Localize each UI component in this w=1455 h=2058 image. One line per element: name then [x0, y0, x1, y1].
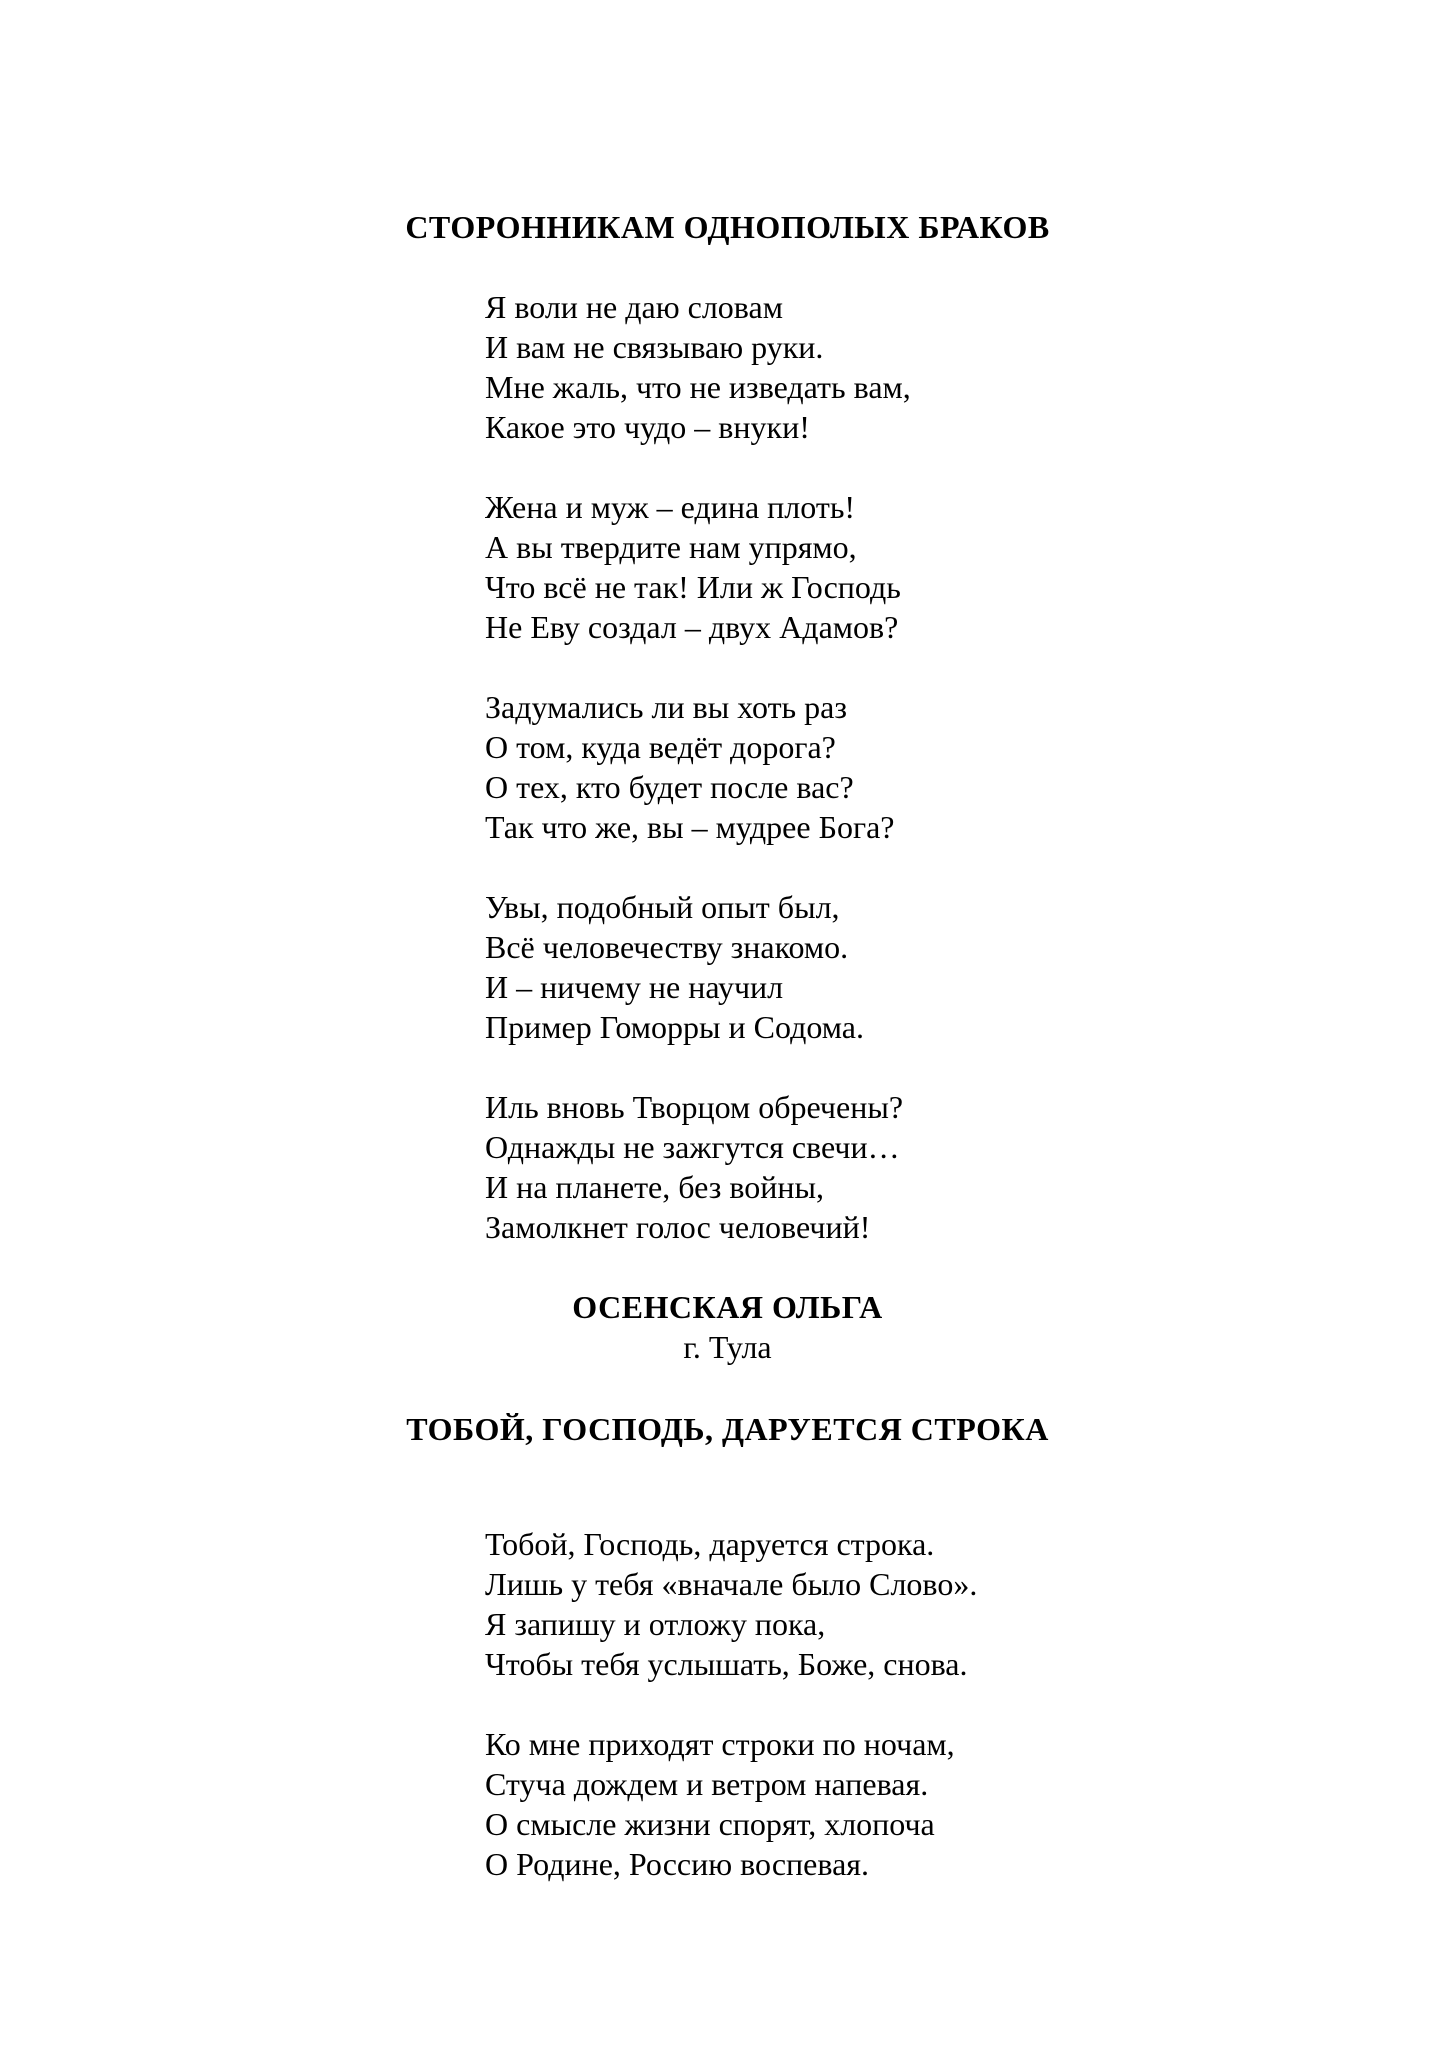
poem2-body	[0, 1524, 1455, 1884]
poem1-stanza-3	[485, 687, 1455, 847]
poem2-stanza-2	[485, 1724, 1455, 1884]
poem2-stanza-1	[485, 1524, 1455, 1684]
poem-line: Я воли не даю словам	[485, 289, 783, 325]
poem-line: Я запишу и отложу пока,	[485, 1606, 826, 1642]
author-city: г. Тула	[683, 1329, 772, 1365]
poem-line: Так что же, вы – мудрее Бога?	[485, 809, 895, 845]
poem1-stanza-5	[485, 1087, 1455, 1247]
poem-line: Иль вновь Творцом обречены?	[485, 1089, 904, 1125]
poem1-title: СТОРОННИКАМ ОДНОПОЛЫХ БРАКОВ	[405, 209, 1050, 245]
poem-line: Однажды не зажгутся свечи…	[485, 1129, 900, 1165]
poem-line: Что всё не так! Или ж Господь	[485, 569, 901, 605]
poem-line: А вы твердите нам упрямо,	[485, 529, 857, 565]
poem-line: О тех, кто будет после вас?	[485, 769, 854, 805]
poem-line: Жена и муж – едина плоть!	[485, 489, 856, 525]
poem-line: О Родине, Россию воспевая.	[485, 1846, 869, 1882]
author-name: ОСЕНСКАЯ ОЛЬГА	[572, 1289, 883, 1325]
poem1-body	[0, 287, 1455, 1247]
poem-line: О смысле жизни спорят, хлопоча	[485, 1806, 935, 1842]
poem-line: О том, куда ведёт дорога?	[485, 729, 836, 765]
poem-line: И – ничему не научил	[485, 969, 784, 1005]
poem1-stanza-2	[485, 487, 1455, 647]
poem-line: Замолкнет голос человечий!	[485, 1209, 871, 1245]
poem-line: Мне жаль, что не изведать вам,	[485, 369, 911, 405]
poem1-stanza-1	[485, 287, 1455, 447]
poem-line: Ко мне приходят строки по ночам,	[485, 1726, 955, 1762]
poem-line: Увы, подобный опыт был,	[485, 889, 840, 925]
poem-line: И вам не связываю руки.	[485, 329, 824, 365]
poem-line: Какое это чудо – внуки!	[485, 409, 810, 445]
poem-line: Стуча дождем и ветром напевая.	[485, 1766, 929, 1802]
poem-line: Тобой, Господь, даруется строка.	[485, 1526, 935, 1562]
poem-line: Задумались ли вы хоть раз	[485, 689, 847, 725]
poem-line: Пример Гоморры и Содома.	[485, 1009, 864, 1045]
author-block	[0, 1287, 1455, 1367]
poem-line: Не Еву создал – двух Адамов?	[485, 609, 899, 645]
poem-line: Лишь у тебя «вначале было Слово».	[485, 1566, 978, 1602]
poem-line: Всё человечеству знакомо.	[485, 929, 849, 965]
poem1-stanza-4	[485, 887, 1455, 1047]
poem-line: Чтобы тебя услышать, Боже, снова.	[485, 1646, 968, 1682]
poem-line: И на планете, без войны,	[485, 1169, 824, 1205]
poem2-title: ТОБОЙ, ГОСПОДЬ, ДАРУЕТСЯ СТРОКА	[406, 1411, 1049, 1447]
